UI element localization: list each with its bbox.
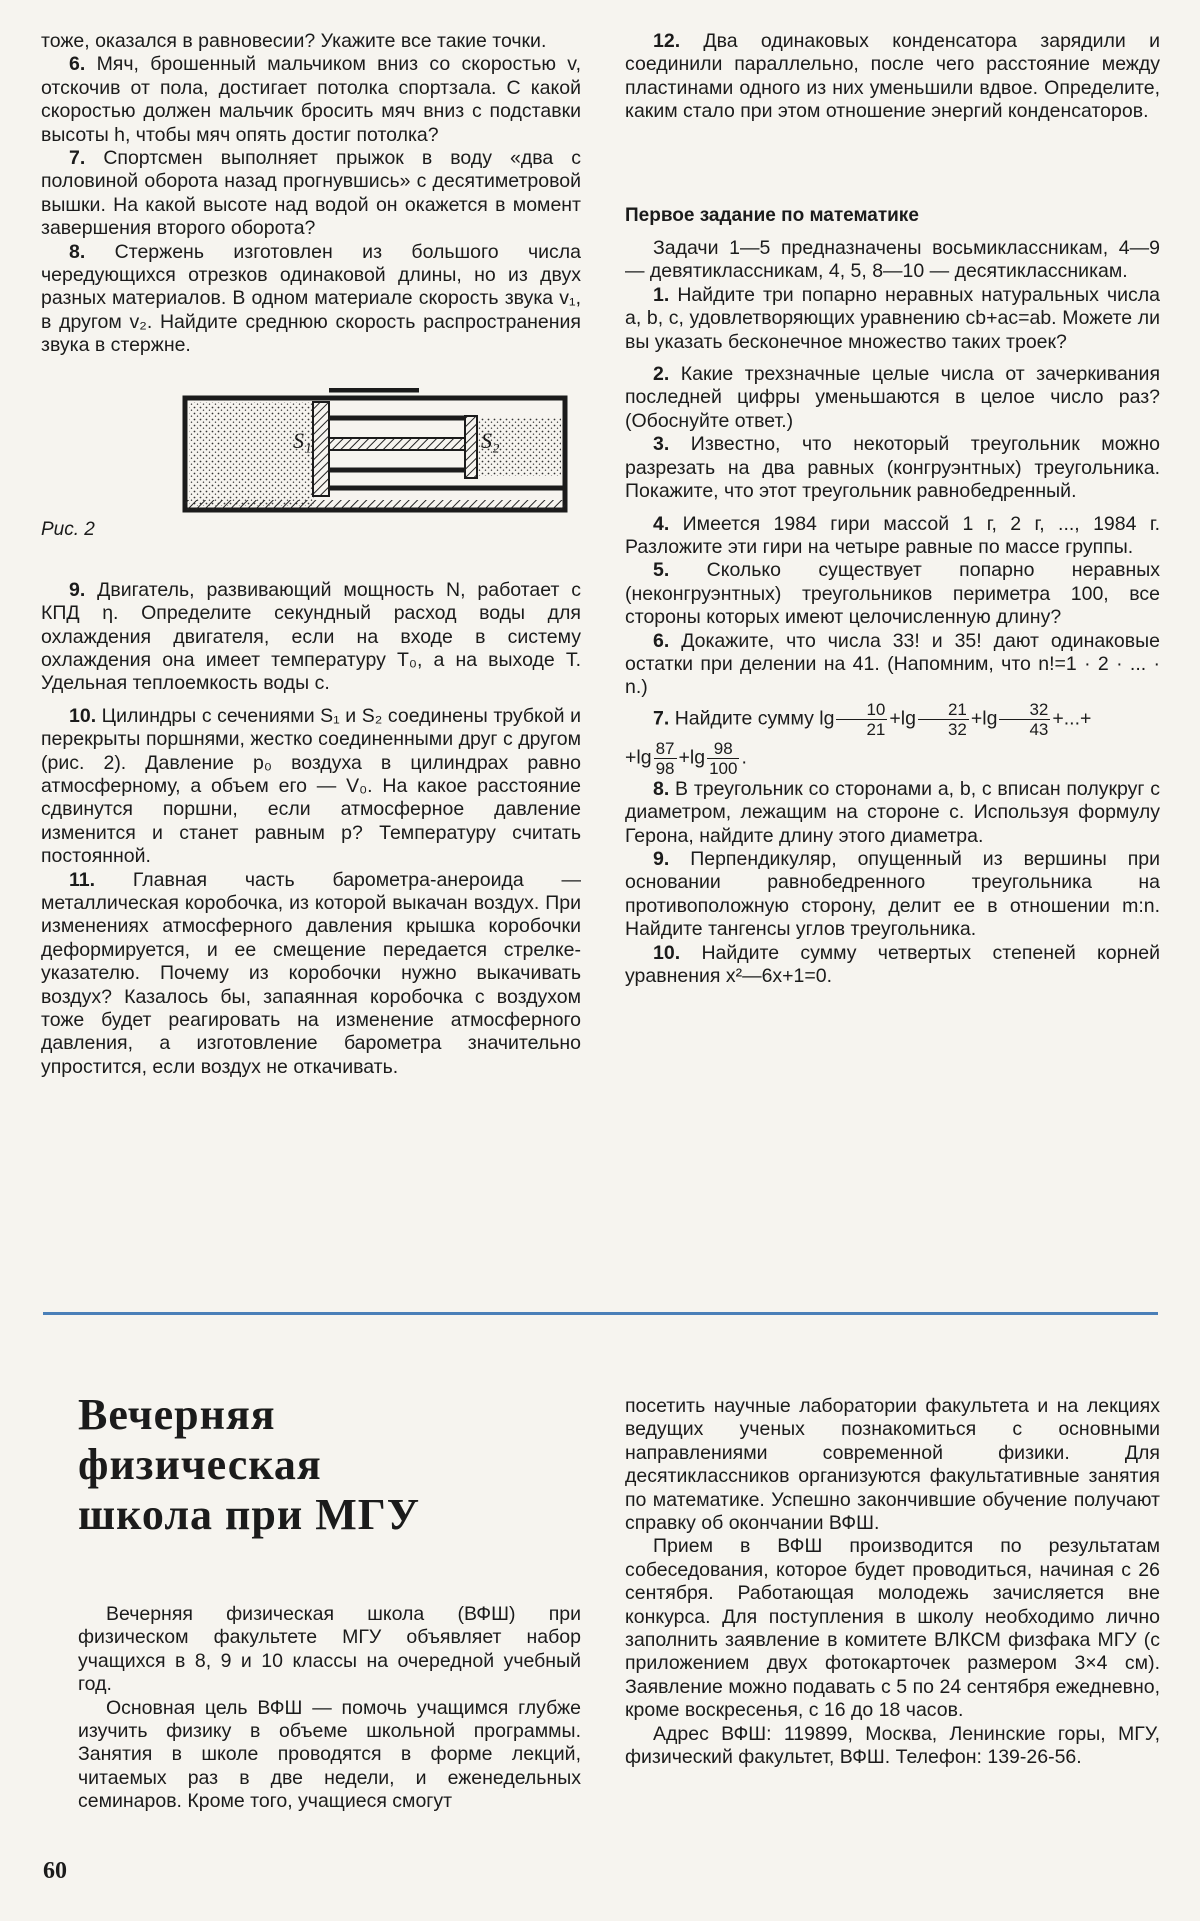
math-intro: Задачи 1—5 предназначены восьмиклассникам, 4—9 — девятиклассникам, 4, 5, 8—10 — десятиклассникам. — [625, 237, 1160, 283]
problem-10 — [41, 705, 581, 869]
problem-text: Стержень изготовлен из большого числа чередующихся отрезков одинаковой длины, но из двух разных материалов. В одном материале скорость звука v₁, в другом v₂. Найдите среднюю скорость распространения звука в стержне. — [41, 240, 581, 357]
left-cylinder-gas — [189, 402, 314, 506]
problem-text: Мяч, брошенный мальчиком вниз со скоростью v, отскочив от пола, достигает потолка спортзала. С какой скоростью должен мальчик бросить мяч вниз с подставки высоты h, чтобы мяч опять достиг потолка? — [41, 53, 581, 146]
end-period: . — [741, 746, 747, 769]
problem-number: 7. — [69, 147, 86, 170]
fraction-numerator: 98 — [713, 738, 733, 758]
fraction-denominator: 98 — [655, 758, 675, 778]
cylinders-diagram — [181, 388, 571, 528]
math-heading: Первое задание по математике — [625, 204, 919, 226]
article-paragraph: Основная цель ВФШ — помочь учащимся глубже изучить физику в объеме школьной программы. Занятия в школе проводятся в форме лекций, читаемых раз в две недели, и еженедельных семинаров. Кроме того, учащиеся смогут — [78, 1696, 581, 1813]
problem-text: Найдите три попарно неравных натуральных числа a, b, c, удовлетворяющих уравнению cb+ac=ab. Можете ли вы указать бесконечное множество таких троек? — [625, 283, 1161, 353]
problem-number: 1. — [653, 283, 670, 306]
fraction — [999, 700, 1050, 739]
math-problem-6 — [625, 630, 1160, 700]
plus-sign: + — [970, 707, 983, 730]
problem-text: Спортсмен выполняет прыжок в воду «два с половиной оборота назад прогнувшись» с десятиметровой вышки. На какой высоте над водой он окажется в момент завершения второго оборота? — [41, 147, 581, 240]
article-title — [78, 1390, 420, 1540]
problem-5-continued: тоже, оказался в равновесии? Укажите все такие точки. — [41, 30, 547, 52]
plus-sign: + — [625, 746, 637, 769]
problem-number: 3. — [653, 433, 670, 456]
article-right-column — [625, 1395, 1160, 1770]
problem-number: 12. — [653, 30, 681, 52]
fraction — [707, 739, 739, 778]
lg-operator: lg — [900, 707, 916, 730]
problem-number: 9. — [653, 847, 670, 870]
fraction-denominator: 43 — [999, 719, 1050, 739]
lg-operator: lg — [636, 746, 652, 769]
piston-rod — [329, 438, 465, 450]
problem-6 — [41, 53, 581, 147]
problem-number: 7. — [653, 707, 670, 730]
math-problem-8 — [625, 778, 1160, 848]
fraction-denominator: 100 — [709, 758, 738, 778]
math-problem-1 — [625, 284, 1160, 354]
section-divider — [43, 1312, 1158, 1315]
problem-number: 5. — [653, 559, 670, 582]
problem-text: В треугольник со сторонами a, b, c вписан полукруг с диаметром, лежащим на стороне c. Используя формулу Герона, найдите длину этого диаметра. — [625, 777, 1161, 847]
problem-11 — [41, 869, 581, 1080]
problem-text: Двигатель, развивающий мощность N, работает с КПД η. Определите секундный расход воды для охлаждения двигателя, если на входе в систему охлаждения она имеет температуру T₀, а на выходе T. Удельная теплоемкость воды c. — [41, 578, 581, 695]
problem-text: Цилиндры с сечениями S₁ и S₂ соединены трубкой и перекрыты поршнями, жестко соединенными друг с другом (рис. 2). Давление p₀ воздуха в цилиндрах равно атмосферному, а объем его — V₀. На какое расстояние сдвинутся поршни, если атмосферное давление изменится и станет равным p? Температуру считать постоянной. — [41, 704, 581, 868]
plus-sign: + — [889, 707, 901, 730]
fraction-denominator: 21 — [836, 719, 887, 739]
left-piston — [313, 402, 329, 496]
math-problem-4 — [625, 513, 1160, 560]
problem-number: 2. — [653, 363, 670, 386]
problem-text: Найдите сумму — [674, 707, 814, 730]
article-paragraph: Прием в ВФШ производится по результатам собеседования, которое будет проводиться, начиная с 26 сентября. Работающая молодежь зачисляется вне конкурса. Для поступления в школу необходимо лично заполнить заявление в комитете ВЛКСМ физфака МГУ (с приложением двух фотокарточек размером 3×4 см). Заявление можно подавать с 5 по 24 сентября ежедневно, кроме воскресенья, с 16 до 18 часов. — [625, 1535, 1160, 1722]
problem-number: 10. — [653, 941, 681, 964]
math-problem-7 — [625, 700, 1160, 739]
problem-text: Докажите, что числа 33! и 35! дают одинаковые остатки при делении на 41. (Напомним, что n!=1 · 2 · ... · n.) — [625, 629, 1160, 699]
lg-operator: lg — [689, 746, 706, 769]
fraction-numerator: 32 — [1029, 699, 1049, 719]
math-problem-2 — [625, 363, 1160, 433]
right-column — [625, 30, 1160, 988]
article-paragraph: Адрес ВФШ: 119899, Москва, Ленинские горы, МГУ, физический факультет, ВФШ. Телефон: 139-26-56. — [625, 1722, 1160, 1769]
figure-2 — [41, 388, 581, 573]
title-line: физическая — [78, 1440, 322, 1489]
math-problem-3 — [625, 433, 1160, 503]
article-paragraph: посетить научные лаборатории факультета и на лекциях ведущих ученых познакомиться с основными направлениями современной физики. Для десятиклассников организуются факультативные занятия по математике. Успешно закончившие обучение получают справку об окончании ВФШ. — [625, 1395, 1160, 1535]
fraction-numerator: 87 — [655, 738, 675, 758]
fraction-numerator: 21 — [947, 699, 967, 719]
problem-7 — [41, 147, 581, 241]
problem-number: 6. — [69, 53, 86, 76]
math-problem-7-continued — [625, 739, 1160, 778]
label-s1: S₁ — [293, 427, 312, 453]
fraction-numerator: 10 — [866, 699, 886, 719]
fraction — [836, 700, 887, 739]
problem-8 — [41, 241, 581, 358]
article-paragraph: Вечерняя физическая школа (ВФШ) при физическом факультете МГУ объявляет набор учащихся в 8, 9 и 10 классы на очередной учебный год. — [78, 1603, 581, 1696]
fraction-denominator: 32 — [918, 719, 969, 739]
problem-text: Известно, что некоторый треугольник можно разрезать на два равных (конгруэнтных) треугольника. Покажите, что этот треугольник равнобедренный. — [625, 433, 1161, 503]
problem-9 — [41, 579, 581, 696]
fraction — [918, 700, 969, 739]
problem-number: 6. — [653, 629, 670, 652]
title-line: школа при МГУ — [78, 1490, 421, 1539]
article-left-column — [78, 1603, 581, 1814]
ellipsis: +...+ — [1052, 707, 1092, 730]
problem-12 — [625, 30, 1160, 124]
fraction — [654, 739, 677, 778]
problem-text: Найдите сумму четвертых степеней корней уравнения x²—6x+1=0. — [625, 941, 1160, 987]
left-column — [41, 30, 581, 1079]
problem-text: Перпендикуляр, опущенный из вершины при основании равнобедренного треугольника на противоположную сторону, делит ее в отношении m:n. Найдите тангенсы углов треугольника. — [625, 847, 1160, 941]
math-problem-5 — [625, 559, 1160, 629]
lg-operator: lg — [819, 707, 835, 730]
figure-caption: Рис. 2 — [41, 518, 95, 540]
problem-number: 9. — [69, 578, 86, 601]
problem-number: 11. — [69, 868, 96, 891]
problem-text: Главная часть барометра-анероида — металлическая коробочка, из которой выкачан воздух. При изменениях атмосферного давления крышка коробочки деформируется, и ее смещение передается стрелке-указателю. Почему из коробочки нужно выкачивать воздух? Казалось бы, запаянная коробочка с воздухом тоже будет реагировать на изменение атмосферного давления, а изготовление барометра значительно упростится, если воздух не откачивать. — [41, 868, 582, 1078]
problem-number: 4. — [653, 512, 670, 535]
math-problem-10 — [625, 942, 1160, 989]
problem-number: 8. — [69, 240, 86, 263]
page-number: 60 — [43, 1858, 67, 1884]
problem-text: Какие трехзначные целые числа от зачеркивания последней цифры уменьшаются в целое число раз? (Обоснуйте ответ.) — [625, 363, 1161, 432]
problem-text: Сколько существует попарно неравных (неконгруэнтных) треугольников периметра 100, все стороны которых имеют целочисленную длину? — [625, 559, 1160, 629]
problem-text: Имеется 1984 гири массой 1 г, 2 г, ..., 1984 г. Разложите эти гири на четыре равные по массе группы. — [625, 512, 1160, 558]
lg-operator: lg — [982, 707, 998, 730]
right-piston — [465, 416, 477, 478]
plus-sign: + — [678, 746, 690, 769]
math-problem-9 — [625, 848, 1160, 942]
label-s2: S₂ — [481, 427, 500, 453]
problem-number: 10. — [69, 704, 97, 727]
title-line: Вечерняя — [78, 1390, 276, 1439]
problem-text: Два одинаковых конденсатора зарядили и соединили параллельно, после чего расстояние между пластинами одного из них уменьшили вдвое. Определите, каким стало при этом отношение энергий конденсаторов. — [625, 30, 1161, 123]
problem-number: 8. — [653, 777, 670, 800]
